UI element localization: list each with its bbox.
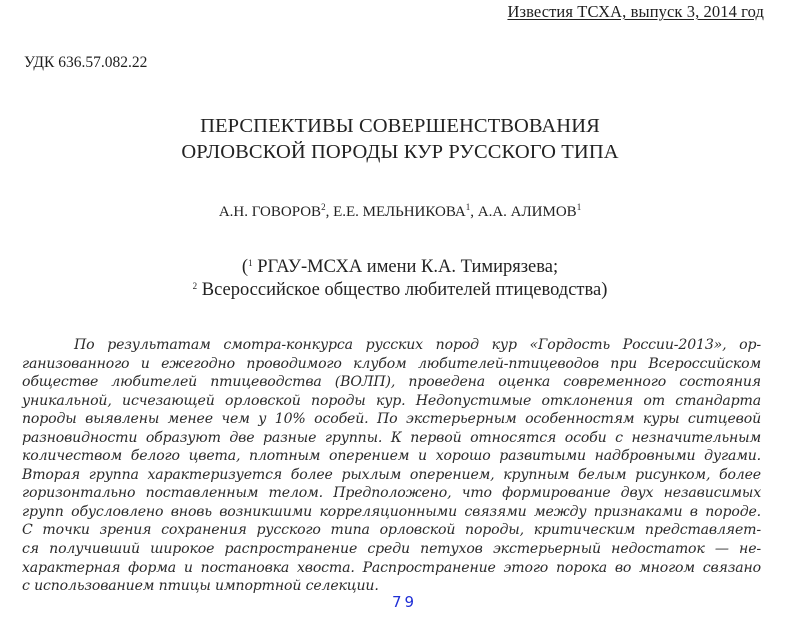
abstract-line: По результатам смотра-конкурса русских пород кур «Гордость России-2013», ор- <box>74 337 761 353</box>
handwritten-page-number: 79 <box>392 593 418 611</box>
affiliation-text: РГАУ-МСХА имени К.А. Тимирязева; <box>252 257 559 277</box>
affiliations <box>0 256 800 302</box>
affiliation-mark: 1 <box>248 258 253 268</box>
udc-code: УДК 636.57.082.22 <box>24 54 148 71</box>
abstract-line: уникальной, исчезающей орловской породы кур. Недопустимые отклонения от стандарта <box>22 392 761 409</box>
abstract-line: Вторая группа характеризуется более рыхлым оперением, крупным белым рисунком, более <box>22 466 761 483</box>
abstract-line: характерная форма и постановка хвоста. Распространение этого порока во многом связано <box>22 559 761 576</box>
abstract-line: породы выявлены менее чем у 10% особей. По экстерьерным особенностям куры ситцевой <box>22 411 761 428</box>
abstract-line: количеством белого цвета, плотным оперением и хорошо развитыми надбровными дугами. <box>22 448 761 465</box>
author-name: А.А. АЛИМОВ <box>477 204 577 220</box>
author-name: Е.Е. МЕЛЬНИКОВА <box>333 204 466 220</box>
author-list <box>0 204 800 221</box>
title-line-1: ПЕРСПЕКТИВЫ СОВЕРШЕНСТВОВАНИЯ <box>200 115 600 137</box>
affiliation-mark: 2 <box>192 281 198 291</box>
article-title <box>0 113 800 165</box>
author-separator: , <box>470 204 478 220</box>
abstract-line: горизонтально поставленным телом. Предположено, что формирование двух независимых <box>22 485 761 502</box>
author-separator: , <box>325 204 334 220</box>
abstract-line: обществе любителей птицеводства (ВОЛП), проведена оценка современного состояния <box>22 374 761 391</box>
affiliation-mark: 1 <box>465 202 471 212</box>
affiliation-1 <box>0 256 800 279</box>
abstract-line: С точки зрения сохранения русского типа орловской породы, критическим представляет- <box>22 522 761 539</box>
abstract-line: ся получивший широкое распространение среди петухов экстерьерный недостаток — не- <box>22 541 761 558</box>
title-line-2: ОРЛОВСКОЙ ПОРОДЫ КУР РУССКОГО ТИПА <box>181 141 619 163</box>
affiliation-mark: 1 <box>576 202 582 212</box>
affiliation-2 <box>0 279 800 302</box>
affiliation-text: Всероссийское общество любителей птицеводства) <box>197 280 608 300</box>
journal-running-header: Известия ТСХА, выпуск 3, 2014 год <box>507 2 764 21</box>
abstract-line: с использованием птицы импортной селекции. <box>22 578 379 595</box>
abstract-line: разновидности образуют две разные группы. К первой относятся особи с незначительным <box>22 429 761 446</box>
author-name: А.Н. ГОВОРОВ <box>218 204 322 220</box>
affiliation-prefix: ( <box>241 257 249 277</box>
abstract <box>22 336 761 596</box>
abstract-line: групп обусловлено вновь возникшими корреляционными связями между признаками в породе. <box>22 503 761 520</box>
affiliation-mark: 2 <box>321 202 326 212</box>
abstract-line: ганизованного и ежегодно проводимого клубом любителей-птицеводов при Всероссийском <box>22 355 761 372</box>
